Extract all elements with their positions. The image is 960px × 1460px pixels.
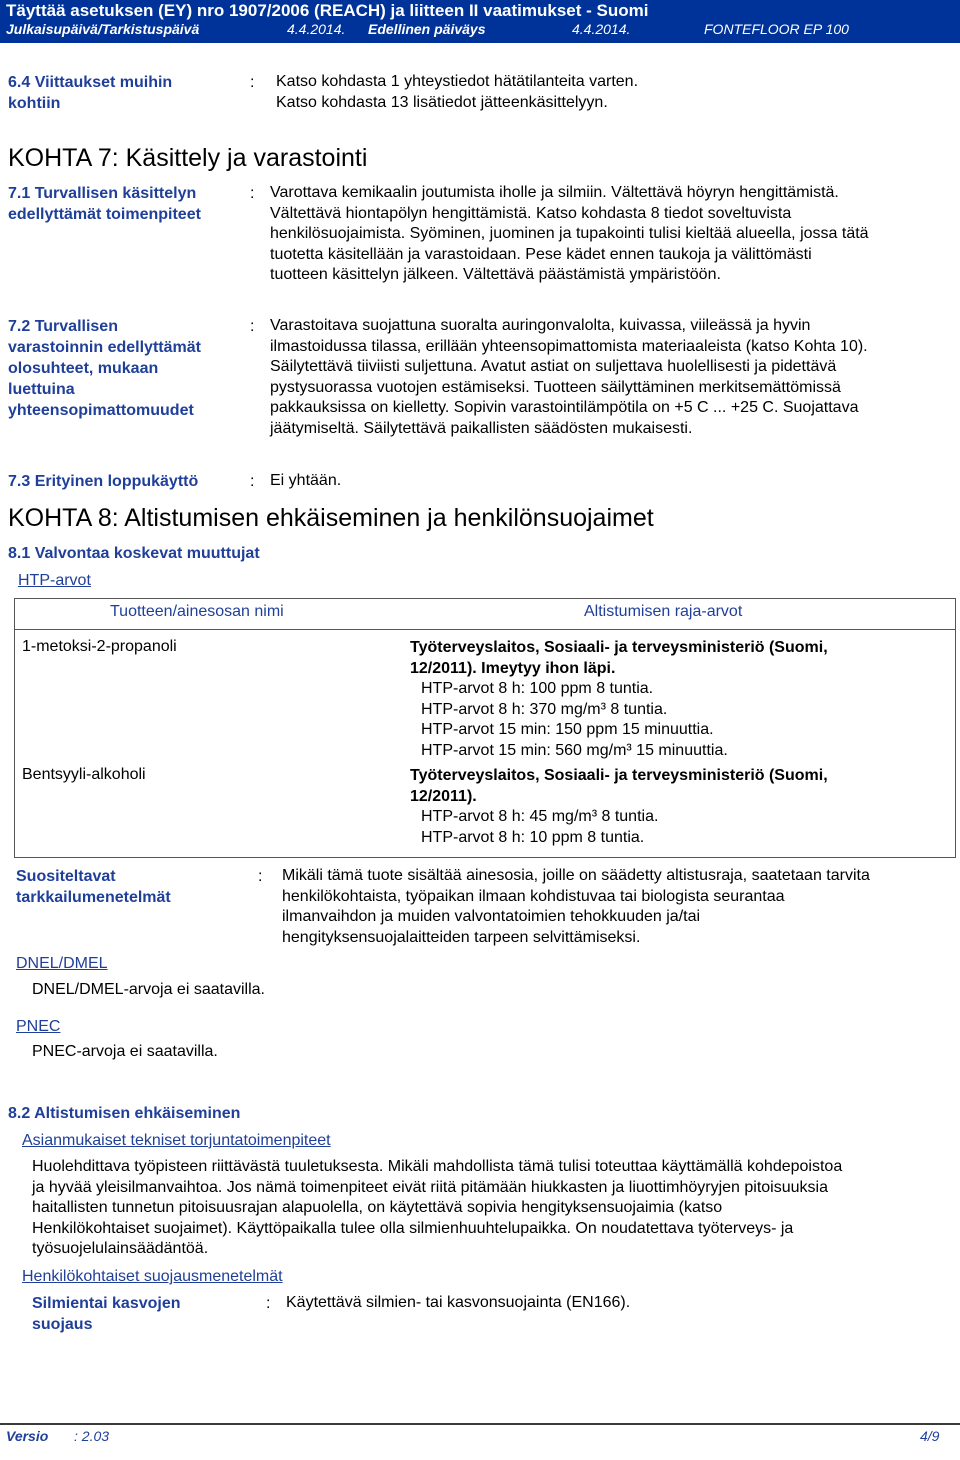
section-8-1-title: 8.1 Valvontaa koskevat muuttujat bbox=[8, 545, 260, 562]
table-header-limits: Altistumisen raja-arvot bbox=[584, 603, 743, 620]
table-row-limits: Työterveyslaitos, Sosiaali- ja terveysministeriö (Suomi, 12/2011). Imeytyy ihon läpi. HTP-arvot 8 h: 100 ppm 8 tuntia. HTP-arvot 8 h: 370 mg/m³ 8 tuntia. HTP-arvot 15 min: 150 ppm 15 minuuttia. HTP-arvot 15 min: 560 mg/m³ 15 minuuttia. bbox=[410, 639, 828, 759]
monitoring-text: Mikäli tämä tuote sisältää ainesosia, joille on säädetty altistusraja, saatetaan tarvita henkilökohtaista, työpaikan ilmaan kohdistuvaa tai biologista seurantaa ilmanvaihdon ja muiden valvontatoimien tehokkuuden ja/tai hengityksensuojalaitteiden tarpeen selvittämiseksi. bbox=[282, 867, 870, 946]
table-header-name: Tuotteen/ainesosan nimi bbox=[110, 603, 284, 620]
colon: : bbox=[250, 318, 255, 335]
engineering-controls-link[interactable]: Asianmukaiset tekniset torjuntatoimenpiteet bbox=[22, 1132, 331, 1149]
table-row-substance-name: 1-metoksi-2-propanoli bbox=[22, 638, 177, 655]
colon: : bbox=[250, 473, 255, 490]
section-7-3-value: Ei yhtään. bbox=[270, 472, 342, 489]
version-label: Versio bbox=[6, 1428, 49, 1444]
eye-protection-label: Silmientai kasvojen suojaus bbox=[32, 1295, 181, 1333]
product-name: FONTEFLOOR EP 100 bbox=[704, 21, 849, 37]
footer-divider bbox=[0, 1423, 960, 1425]
engineering-controls-text: Huolehdittava työpisteen riittävästä tuuletuksesta. Mikäli mahdollista tämä tulisi toteuttaa käyttämällä kohdepoistoa ja hyvää yleisilmanvaihtoa. Jos nämä toimenpiteet eivät riitä pitämään hiukkasten ja liuottimhöyryjen pitoisuuksia haitallisten tunnetun pitoisuusrajan alapuolella, on käytettävä sopivia hengityksensuojaimia (katso Henkilökohtaiset suojaimet). Käyttöpaikalla tulee olla silmienhuuhtelupaikka. On noudatettava työterveys- ja työsuojelulainsäädäntöä. bbox=[32, 1158, 843, 1258]
page-number: 4/9 bbox=[920, 1428, 940, 1444]
pnec-link[interactable]: PNEC bbox=[16, 1018, 61, 1035]
monitoring-label: Suositeltavat tarkkailumenetelmät bbox=[16, 868, 171, 906]
colon: : bbox=[250, 74, 255, 91]
htp-values-link[interactable]: HTP-arvot bbox=[18, 572, 91, 589]
section-6-4-label: 6.4 Viittaukset muihin kohtiin bbox=[8, 74, 173, 112]
document-title: Täyttää asetuksen (EY) nro 1907/2006 (REACH) ja liitteen II vaatimukset - Suomi bbox=[6, 1, 649, 20]
eye-protection-value: Käytettävä silmien- tai kasvonsuojainta (EN166). bbox=[286, 1294, 631, 1311]
section-7-2-text: Varastoitava suojattuna suoralta auringonvalolta, kuivassa, viileässä ja hyvin ilmastoidussa tilassa, erillään yhteensopimattomista materiaaleista (katso Kohta 10). Säilytettävä tiiviisti suljettuna. Avatut astiat on suljettava huolellisesti ja pidettävä pystysuorassa vuotojen estämiseksi. Tuotteen säilyttäminen merkitsemättömissä pakkauksissa on kielletty. Sopivin varastointilämpötila on +5 C ... +25 C. Suojattava jäätymiseltä. Säilytettävä paikallisten säädösten mukaisesti. bbox=[270, 317, 868, 437]
issue-date: 4.4.2014. bbox=[287, 21, 346, 37]
dnel-text: DNEL/DMEL-arvoja ei saatavilla. bbox=[32, 981, 265, 998]
dnel-link[interactable]: DNEL/DMEL bbox=[16, 955, 108, 972]
previous-date: 4.4.2014. bbox=[572, 21, 631, 37]
table-row-limits: Työterveyslaitos, Sosiaali- ja terveysministeriö (Suomi, 12/2011). HTP-arvot 8 h: 45 mg/m³ 8 tuntia. HTP-arvot 8 h: 10 ppm 8 tuntia. bbox=[410, 767, 828, 846]
issue-date-label: Julkaisupäivä/Tarkistuspäivä bbox=[6, 21, 200, 37]
section-7-title: KOHTA 7: Käsittely ja varastointi bbox=[8, 144, 368, 172]
version-value: : 2.03 bbox=[74, 1428, 110, 1444]
personal-protection-link[interactable]: Henkilökohtaiset suojausmenetelmät bbox=[22, 1268, 283, 1285]
previous-date-label: Edellinen päiväys bbox=[368, 21, 486, 37]
table-header-divider bbox=[14, 629, 956, 630]
colon: : bbox=[266, 1295, 271, 1312]
table-row-substance-name: Bentsyyli-alkoholi bbox=[22, 766, 146, 783]
section-8-2-title: 8.2 Altistumisen ehkäiseminen bbox=[8, 1105, 241, 1122]
section-6-4-text: Katso kohdasta 1 yhteystiedot hätätilanteita varten. Katso kohdasta 13 lisätiedot jätteenkäsittelyyn. bbox=[276, 73, 639, 111]
section-7-2-label: 7.2 Turvallisen varastoinnin edellyttämät olosuhteet, mukaan luettuina yhteensopimattomuudet bbox=[8, 318, 201, 419]
section-7-1-label: 7.1 Turvallisen käsittelyn edellyttämät toimenpiteet bbox=[8, 185, 201, 223]
pnec-text: PNEC-arvoja ei saatavilla. bbox=[32, 1043, 218, 1060]
section-7-1-text: Varottava kemikaalin joutumista iholle ja silmiin. Vältettävä höyryn hengittämistä. Vältettävä hiontapölyn hengittämistä. Katso kohdasta 8 tiedot soveltuvista henkilösuojaimista. Syöminen, juominen ja tupakointi tulisi kieltää alueella, jossa tätä tuotetta käsitellään ja varastoidaan. Pese kädet ennen taukoja ja välittömästi tuotteen käsittelyn jälkeen. Vältettävä päästämistä ympäristöön. bbox=[270, 184, 869, 284]
colon: : bbox=[250, 185, 255, 202]
colon: : bbox=[258, 868, 263, 885]
section-7-3-label: 7.3 Erityinen loppukäyttö bbox=[8, 473, 199, 490]
section-8-title: KOHTA 8: Altistumisen ehkäiseminen ja henkilönsuojaimet bbox=[8, 504, 654, 532]
